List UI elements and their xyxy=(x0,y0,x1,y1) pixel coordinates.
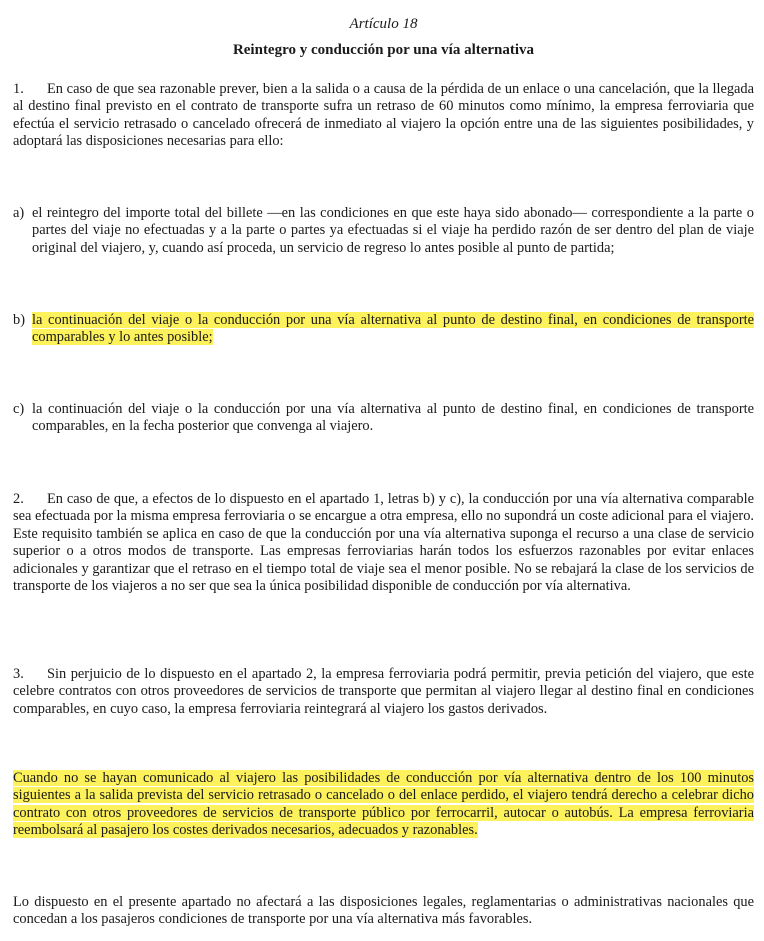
paragraph-1 xyxy=(13,81,754,151)
list-item-b-text: la continuación del viaje o la conducción por una vía alternativa al punto de destino final, en condiciones de transporte comparables y lo antes posible; xyxy=(32,312,754,346)
paragraph-3-text: Sin perjuicio de lo dispuesto en el apartado 2, la empresa ferroviaria podrá permitir, previa petición del viajero, que este celebre contratos con otros proveedores de servicios de transporte que permitan al viajero llegar al destino final en condiciones comparables, en cuyo caso, la empresa ferroviaria reintegrará al viajero los gastos derivados. xyxy=(13,666,754,717)
paragraph-3 xyxy=(13,666,754,718)
paragraph-2-number: 2. xyxy=(13,491,24,507)
article-title: Reintegro y conducción por una vía alternativa xyxy=(232,42,535,58)
paragraph-5-text: Lo dispuesto en el presente apartado no afectará a las disposiciones legales, reglamentarias o administrativas nacionales que concedan a los pasajeros condiciones de transporte por una vía alternativa más favorables. xyxy=(13,894,754,928)
list-item-b xyxy=(13,312,754,347)
paragraph-1-text: En caso de que sea razonable prever, bien a la salida o a causa de la pérdida de un enlace o una cancelación, que la llegada al destino final previsto en el contrato de transporte sufra un retraso de 60 minutos como mínimo, la empresa ferroviaria que efectúa el servicio retrasado o cancelado ofrecerá de inmediato al viajero la opción entre una de las siguientes posibilidades, y adoptará las disposiciones necesarias para ello: xyxy=(13,81,754,150)
paragraph-2 xyxy=(13,491,754,595)
list-item-b-letter: b) xyxy=(13,312,25,328)
list-item-c-letter: c) xyxy=(13,401,25,417)
list-item-a-text: el reintegro del importe total del billete —en las condiciones en que este haya sido abonado— correspondiente a la parte o partes del viaje no efectuadas y a la parte o partes ya efectuadas si el viaje ha perdido razón de ser dentro del plan de viaje original del viajero, y, cuando así proceda, un servicio de regreso lo antes posible al punto de partida; xyxy=(32,205,754,256)
article-number: Artículo 18 xyxy=(349,16,418,32)
list-item-a xyxy=(13,205,754,257)
list-item-a-letter: a) xyxy=(13,205,25,221)
paragraph-2-text: En caso de que, a efectos de lo dispuesto en el apartado 1, letras b) y c), la conducción por una vía alternativa comparable sea efectuada por la misma empresa ferroviaria o se encargue a otra empresa, ello no supondrá un coste adicional para el viajero. Este requisito también se aplica en caso de que la conducción por una vía alternativa suponga el recurso a una clase de servicio superior o a otros modos de transporte. Las empresas ferroviarias harán todos los esfuerzos razonables por evitar enlaces adicionales y garantizar que el retraso en el tiempo total de viaje sea el menor posible. No se rebajará la clase de los servicios de transporte de los viajeros a no ser que sea la única posibilidad disponible de conducción por vía alternativa. xyxy=(13,491,754,595)
paragraph-1-number: 1. xyxy=(13,81,24,97)
list-item-c xyxy=(13,401,754,436)
list-item-c-text: la continuación del viaje o la conducción por una vía alternativa al punto de destino final, en condiciones de transporte comparables, en la fecha posterior que convenga al viajero. xyxy=(32,401,754,435)
paragraph-4 xyxy=(13,770,754,840)
paragraph-5 xyxy=(13,894,754,929)
paragraph-4-text: Cuando no se hayan comunicado al viajero las posibilidades de conducción por vía alternativa dentro de los 100 minutos siguientes a la salida prevista del servicio retrasado o cancelado o del enlace perdido, el viajero tendrá derecho a celebrar dicho contrato con otros proveedores de servicios de transporte público por ferrocarril, autocar o autobús. La empresa ferroviaria reembolsará al pasajero los costes derivados necesarios, adecuados y razonables. xyxy=(13,770,754,839)
paragraph-3-number: 3. xyxy=(13,666,24,682)
